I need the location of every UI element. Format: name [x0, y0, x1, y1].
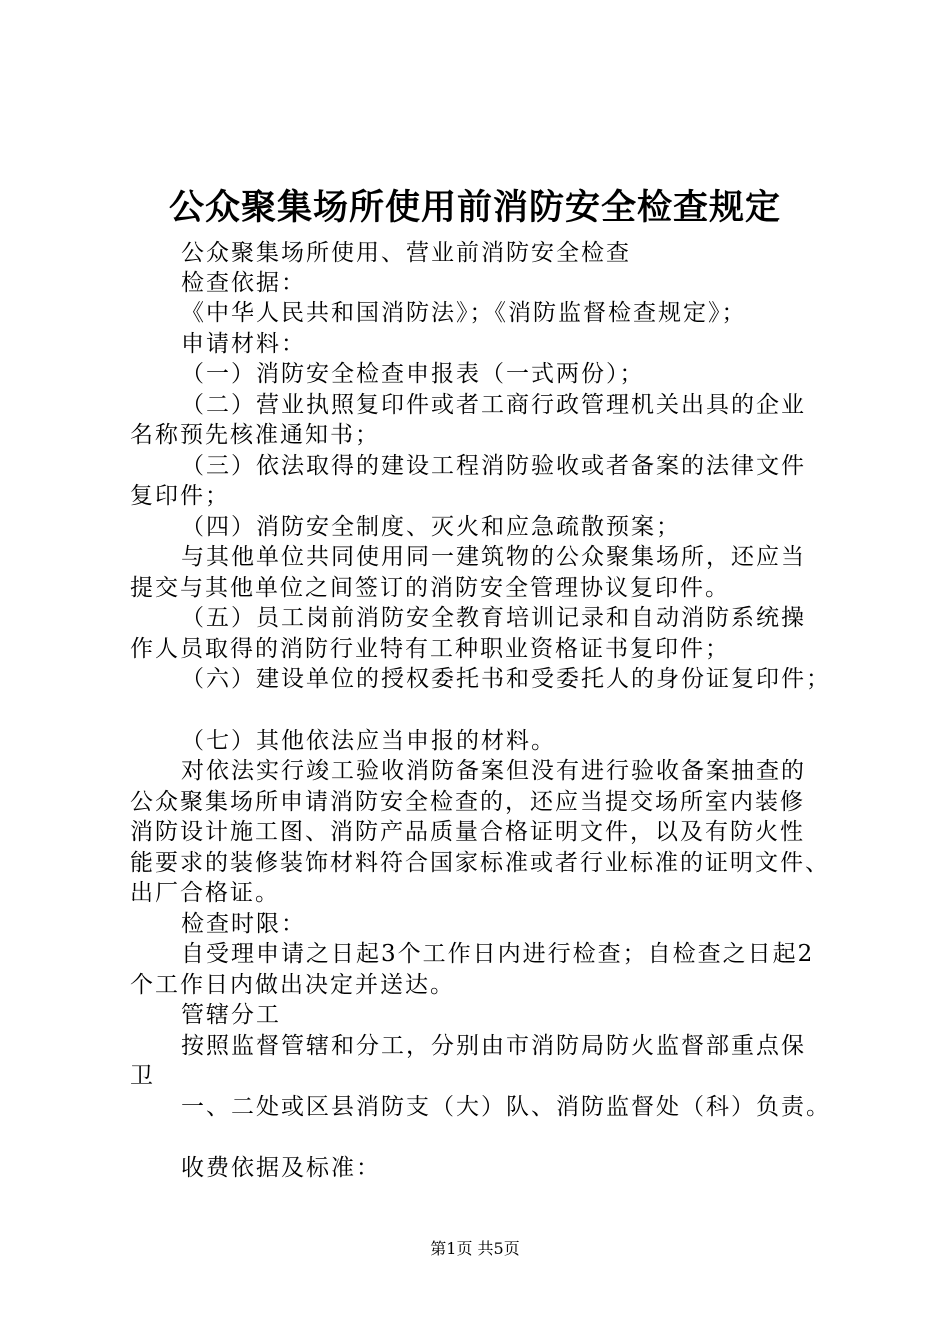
text-line: 名称预先核准通知书；	[130, 422, 380, 448]
text-line: 与其他单位共同使用同一建筑物的公众聚集场所，还应当	[181, 544, 806, 570]
text-line: 能要求的装修装饰材料符合国家标准或者行业标准的证明文件、	[130, 850, 830, 876]
text-line: 检查时限：	[181, 911, 306, 937]
text-line: （四）消防安全制度、灭火和应急疏散预案；	[181, 514, 681, 540]
text-line: （三）依法取得的建设工程消防验收或者备案的法律文件	[181, 453, 806, 479]
text-line: 管辖分工	[181, 1002, 281, 1028]
page-number: 第1页 共5页	[430, 1239, 520, 1258]
text-line: 公众聚集场所使用、营业前消防安全检查	[181, 240, 631, 266]
text-line: 一、二处或区县消防支（大）队、消防监督处（科）负责。	[181, 1094, 831, 1120]
text-line: 卫	[130, 1063, 155, 1089]
text-line: 作人员取得的消防行业特有工种职业资格证书复印件；	[130, 636, 730, 662]
text-line: （五）员工岗前消防安全教育培训记录和自动消防系统操	[181, 605, 806, 631]
text-line: 自受理申请之日起3个工作日内进行检查；自检查之日起2	[181, 941, 815, 967]
text-line: 收费依据及标准：	[181, 1155, 381, 1181]
text-line: （二）营业执照复印件或者工商行政管理机关出具的企业	[181, 392, 806, 418]
text-line: 提交与其他单位之间签订的消防安全管理协议复印件。	[130, 575, 730, 601]
text-line: 按照监督管辖和分工，分别由市消防局防火监督部重点保	[181, 1033, 806, 1059]
text-line: 公众聚集场所申请消防安全检查的，还应当提交场所室内装修	[130, 789, 805, 815]
text-line: （六）建设单位的授权委托书和受委托人的身份证复印件；	[181, 666, 831, 692]
text-line: （七）其他依法应当申报的材料。	[181, 728, 556, 754]
text-line: 检查依据：	[181, 270, 306, 296]
text-line: 《中华人民共和国消防法》；《消防监督检查规定》；	[181, 300, 747, 326]
text-line: （一）消防安全检查申报表（一式两份）；	[181, 361, 645, 387]
text-line: 出厂合格证。	[130, 880, 280, 906]
text-line: 个工作日内做出决定并送达。	[130, 972, 455, 998]
document-title: 公众聚集场所使用前消防安全检查规定	[168, 187, 781, 228]
text-line: 对依法实行竣工验收消防备案但没有进行验收备案抽查的	[181, 758, 806, 784]
text-line: 消防设计施工图、消防产品质量合格证明文件，以及有防火性	[130, 819, 805, 845]
text-line: 复印件；	[130, 483, 230, 509]
text-line: 申请材料：	[181, 331, 306, 357]
